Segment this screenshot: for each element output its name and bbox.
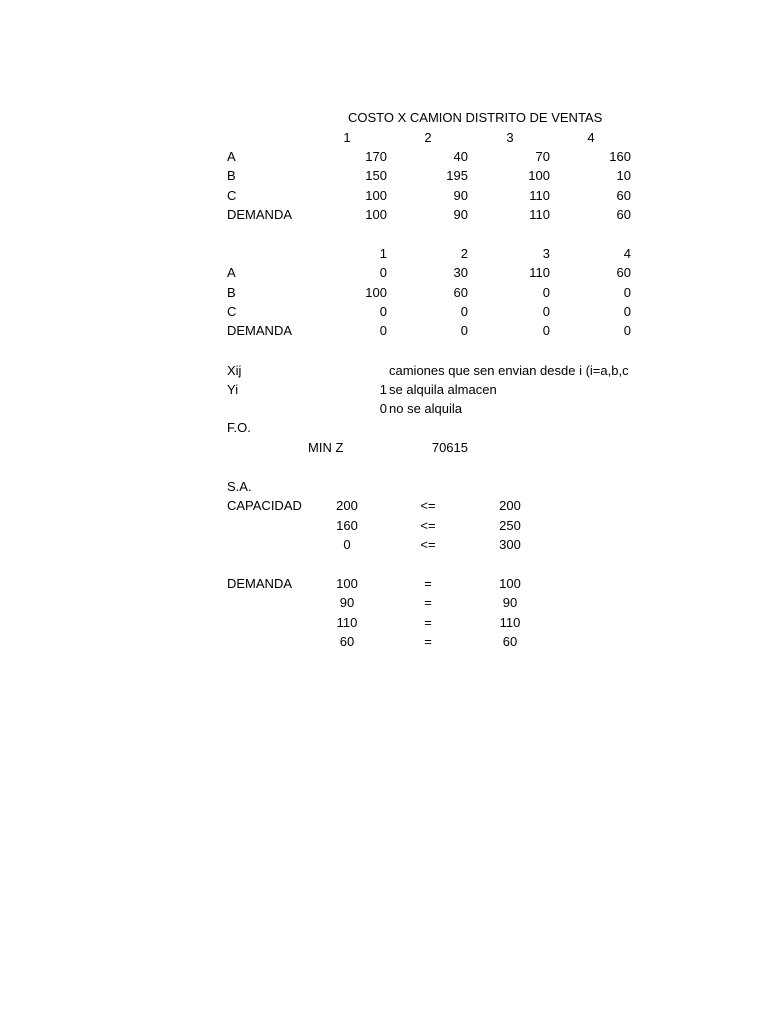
- yi-zero-row: [0, 399, 768, 418]
- solution-table-header: [0, 244, 768, 263]
- solution-cell: 30: [453, 265, 468, 280]
- constraint-rhs: 100: [499, 576, 521, 591]
- cost-cell: 40: [453, 149, 468, 164]
- cost-cell: 110: [529, 188, 550, 203]
- solution-cell: 0: [542, 323, 550, 338]
- minz-label: MIN Z: [308, 440, 344, 455]
- cost-table-row: [0, 147, 768, 166]
- constraint-rhs: 60: [502, 634, 518, 649]
- yi-zero-description: no se alquila: [389, 401, 462, 416]
- solution-cell: 0: [460, 304, 468, 319]
- solution-cell: 0: [542, 304, 550, 319]
- yi-one-description: se alquila almacen: [389, 382, 497, 397]
- cost-cell: 170: [365, 149, 387, 164]
- constraint-rhs: 90: [502, 595, 518, 610]
- solution-cell: 60: [453, 285, 468, 300]
- constraint-lhs: 0: [343, 537, 351, 552]
- constraint-rhs: 250: [499, 518, 521, 533]
- solution-cell: 0: [460, 323, 468, 338]
- cost-col-header-4: 4: [587, 130, 595, 145]
- solution-cell: 0: [623, 304, 631, 319]
- cost-col-header-1: 1: [343, 130, 351, 145]
- solution-cell: 0: [379, 304, 387, 319]
- solution-col-header-1: 1: [379, 246, 387, 261]
- constraint-lhs: 160: [336, 518, 358, 533]
- fo-label: F.O.: [227, 420, 251, 435]
- solution-col-header-3: 3: [542, 246, 550, 261]
- demand-constraint-row: [0, 593, 768, 612]
- capacity-constraint-row: [0, 516, 768, 535]
- cost-cell: 100: [528, 168, 550, 183]
- sa-label: S.A.: [227, 479, 252, 494]
- demand-constraint-row: [0, 632, 768, 651]
- row-label: A: [227, 149, 236, 164]
- demand-constraint-row: [0, 574, 768, 593]
- yi-zero-value: 0: [379, 401, 387, 416]
- cost-cell: 195: [446, 168, 468, 183]
- row-label: C: [227, 188, 237, 203]
- cost-cell: 60: [616, 188, 631, 203]
- constraint-rhs: 110: [499, 615, 521, 630]
- cost-cell: 10: [616, 168, 631, 183]
- capacity-constraint-row: [0, 535, 768, 554]
- cost-cell: 60: [616, 207, 631, 222]
- row-label: DEMANDA: [227, 207, 293, 222]
- capacity-constraint-row: [0, 496, 768, 515]
- row-label: A: [227, 265, 236, 280]
- yi-label: Yi: [227, 382, 239, 397]
- xij-label: Xij: [227, 363, 242, 378]
- sa-row: [0, 477, 768, 496]
- cost-col-header-3: 3: [506, 130, 514, 145]
- xij-row: [0, 361, 768, 380]
- cost-cell: 150: [365, 168, 387, 183]
- demand-label: DEMANDA: [227, 576, 293, 591]
- constraint-operator: =: [424, 576, 432, 591]
- constraint-lhs: 110: [336, 615, 358, 630]
- cost-cell: 100: [365, 188, 387, 203]
- row-label: C: [227, 304, 237, 319]
- capacity-label: CAPACIDAD: [227, 498, 302, 513]
- cost-cell: 90: [453, 207, 468, 222]
- constraint-lhs: 90: [339, 595, 355, 610]
- title-row: [0, 108, 768, 127]
- minz-row: [0, 438, 768, 457]
- row-label: DEMANDA: [227, 323, 293, 338]
- cost-cell: 90: [453, 188, 468, 203]
- constraint-lhs: 60: [339, 634, 355, 649]
- row-label: B: [227, 168, 236, 183]
- solution-cell: 0: [623, 323, 631, 338]
- constraint-lhs: 200: [336, 498, 358, 513]
- solution-col-header-2: 2: [460, 246, 468, 261]
- yi-row: [0, 380, 768, 399]
- cost-cell: 100: [365, 207, 387, 222]
- constraint-operator: =: [424, 615, 432, 630]
- minz-value: 70615: [431, 440, 468, 455]
- constraint-operator: =: [424, 595, 432, 610]
- cost-table-row: [0, 205, 768, 224]
- solution-cell: 100: [365, 285, 387, 300]
- solution-cell: 110: [529, 265, 550, 280]
- demand-constraint-row: [0, 613, 768, 632]
- constraint-operator: <=: [420, 537, 436, 552]
- solution-cell: 0: [542, 285, 550, 300]
- solution-table-row: [0, 283, 768, 302]
- solution-col-header-4: 4: [623, 246, 631, 261]
- constraint-operator: <=: [420, 518, 436, 533]
- cost-cell: 160: [609, 149, 631, 164]
- solution-cell: 0: [379, 323, 387, 338]
- yi-one-value: 1: [379, 382, 387, 397]
- cost-cell: 110: [529, 207, 550, 222]
- sheet-title: COSTO X CAMION DISTRITO DE VENTAS: [348, 110, 603, 125]
- constraint-operator: =: [424, 634, 432, 649]
- solution-table-row: [0, 263, 768, 282]
- cost-table-row: [0, 166, 768, 185]
- row-label: B: [227, 285, 236, 300]
- cost-col-header-2: 2: [424, 130, 432, 145]
- solution-cell: 0: [379, 265, 387, 280]
- fo-row: [0, 418, 768, 437]
- constraint-lhs: 100: [336, 576, 358, 591]
- solution-cell: 60: [616, 265, 631, 280]
- solution-table-row: [0, 302, 768, 321]
- solution-table-row: [0, 321, 768, 340]
- xij-description: camiones que sen envian desde i (i=a,b,c: [389, 363, 629, 378]
- cost-table-row: [0, 186, 768, 205]
- constraint-operator: <=: [420, 498, 436, 513]
- constraint-rhs: 300: [499, 537, 521, 552]
- constraint-rhs: 200: [499, 498, 521, 513]
- cost-table-header: [0, 128, 768, 147]
- cost-cell: 70: [535, 149, 550, 164]
- solution-cell: 0: [623, 285, 631, 300]
